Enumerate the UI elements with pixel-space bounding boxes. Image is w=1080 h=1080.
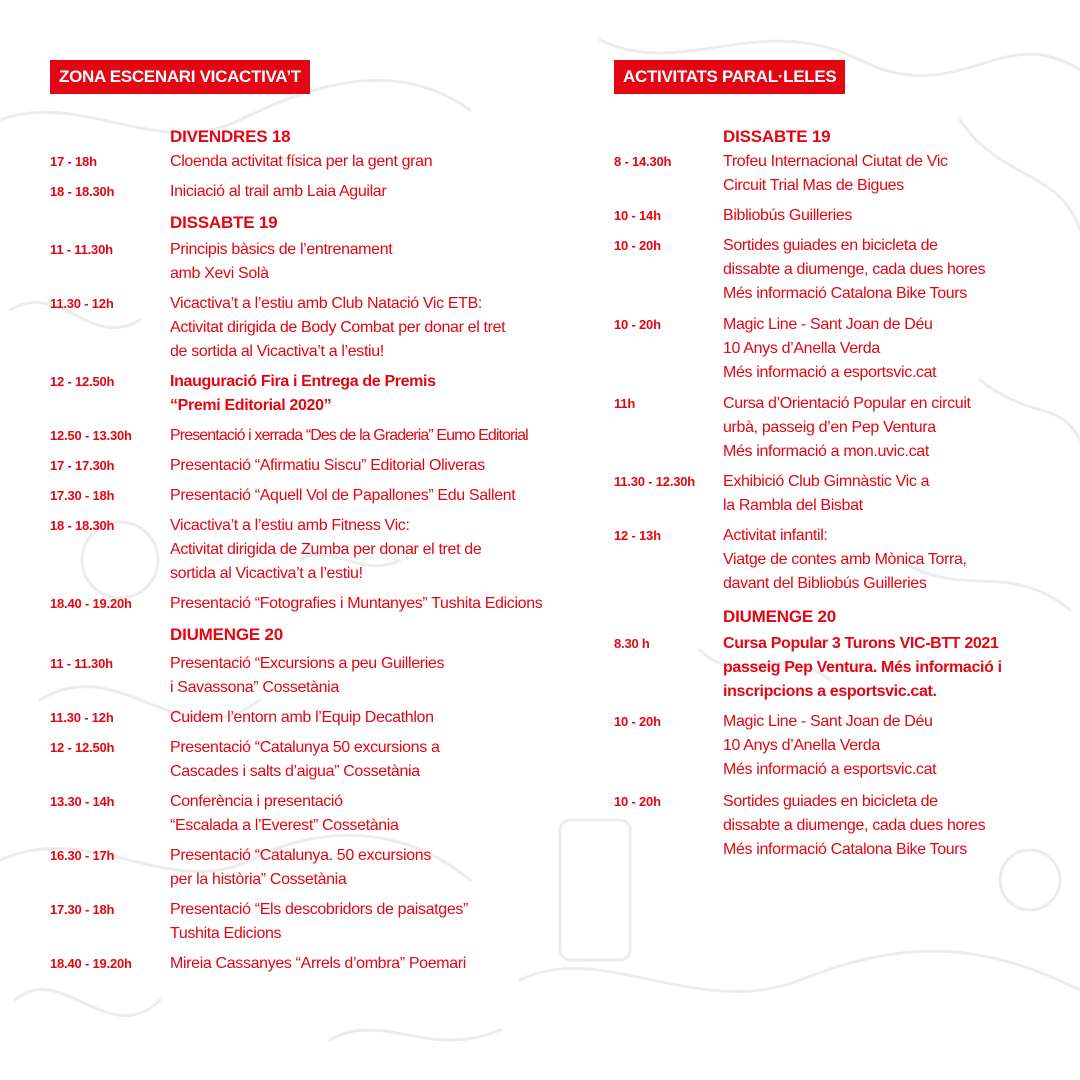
time-label: 12.50 - 13.30h	[50, 428, 132, 443]
schedule-row	[614, 392, 1054, 464]
schedule-row	[50, 424, 570, 448]
event-description: Vicactiva’t a l’estiu amb Fitness Vic: Activitat dirigida de Zumba per donar el tret de sortida al Vicactiva’t a l’estiu!	[170, 517, 482, 582]
time-label: 11h	[614, 396, 636, 411]
event-description: Vicactiva’t a l’estiu amb Club Natació Vic ETB: Activitat dirigida de Body Combat per donar el tret de sortida al Vicactiva’t a l’estiu!	[170, 295, 506, 360]
event-description: Presentació “Els descobridors de paisatges” Tushita Edicions	[170, 901, 468, 942]
time-label: 12 - 13h	[614, 528, 661, 543]
day-heading-friday: DIVENDRES 18	[170, 127, 291, 146]
schedule-row	[50, 706, 570, 730]
event-description: Inauguració Fira i Entrega de Premis “Premi Editorial 2020”	[170, 373, 436, 414]
day-heading-sunday: DIUMENGE 20	[170, 625, 284, 644]
event-description: Sortides guiades en bicicleta de dissabte a diumenge, cada dues hores Més informació Catalona Bike Tours	[723, 237, 986, 302]
event-description: Cursa d’Orientació Popular en circuit urbà, passeig d’en Pep Ventura Més informació a mon.uvic.cat	[723, 395, 971, 460]
schedule-row	[614, 524, 1054, 596]
schedule-row	[50, 844, 570, 892]
schedule-row	[50, 238, 570, 286]
event-description: Presentació “Catalunya 50 excursions a Cascades i salts d’aigua” Cossetània	[170, 739, 440, 780]
event-description: Presentació “Fotografies i Muntanyes” Tushita Edicions	[170, 595, 543, 612]
event-description: Trofeu Internacional Ciutat de Vic Circuit Trial Mas de Bigues	[723, 153, 948, 194]
time-label: 10 - 20h	[614, 238, 661, 253]
time-label: 18 - 18.30h	[50, 518, 115, 533]
event-description: Activitat infantil: Viatge de contes amb Mònica Torra, davant del Bibliobús Guilleries	[723, 527, 967, 592]
time-label: 10 - 20h	[614, 714, 661, 729]
time-label: 16.30 - 17h	[50, 848, 115, 863]
event-description: Exhibició Club Gimnàstic Vic a la Rambla del Bisbat	[723, 473, 930, 514]
event-description: Bibliobús Guilleries	[723, 207, 853, 224]
day-heading-saturday: DISSABTE 19	[723, 127, 831, 146]
event-description: Magic Line - Sant Joan de Déu 10 Anys d’Anella Verda Més informació a esportsvic.cat	[723, 713, 937, 778]
event-description: Magic Line - Sant Joan de Déu 10 Anys d’Anella Verda Més informació a esportsvic.cat	[723, 316, 937, 381]
time-label: 10 - 20h	[614, 317, 661, 332]
schedule-row	[50, 370, 570, 418]
schedule-row	[614, 790, 1054, 862]
time-label: 11.30 - 12.30h	[614, 474, 696, 489]
schedule-row	[50, 292, 570, 364]
time-label: 13.30 - 14h	[50, 794, 115, 809]
day-heading-saturday: DISSABTE 19	[170, 213, 278, 232]
schedule-row	[614, 632, 1054, 704]
time-label: 17.30 - 18h	[50, 902, 115, 917]
event-description: Cuidem l’entorn amb l’Equip Decathlon	[170, 709, 434, 726]
event-description: Cursa Popular 3 Turons VIC-BTT 2021 passeig Pep Ventura. Més informació i inscripcions a esportsvic.cat.	[723, 635, 1002, 700]
event-description: Sortides guiades en bicicleta de dissabte a diumenge, cada dues hores Més informació Catalona Bike Tours	[723, 793, 986, 858]
schedule-row	[50, 454, 570, 478]
event-description: Conferència i presentació “Escalada a l’Everest” Cossetània	[170, 793, 399, 834]
time-label: 17 - 18h	[50, 154, 97, 169]
schedule-row	[50, 180, 570, 204]
schedule-row	[614, 234, 1054, 306]
event-description: Presentació “Excursions a peu Guilleries i Savassona” Cossetània	[170, 655, 445, 696]
section-header-zona-escenari: ZONA ESCENARI VICACTIVA’T	[50, 60, 310, 94]
schedule-row	[614, 313, 1054, 385]
schedule-row	[614, 470, 1054, 518]
event-description: Principis bàsics de l’entrenament amb Xevi Solà	[170, 241, 393, 282]
day-heading-sunday: DIUMENGE 20	[723, 607, 837, 626]
event-description: Presentació “Aquell Vol de Papallones” Edu Sallent	[170, 487, 516, 504]
schedule-row	[50, 790, 570, 838]
time-label: 10 - 20h	[614, 794, 661, 809]
schedule-row	[50, 150, 570, 174]
section-header-activitats-paralleles: ACTIVITATS PARAL·LELES	[614, 60, 845, 94]
time-label: 18.40 - 19.20h	[50, 596, 132, 611]
event-description: Presentació i xerrada “Des de la Graderia” Eumo Editorial	[170, 427, 528, 444]
schedule-row	[50, 898, 570, 946]
event-description: Iniciació al trail amb Laia Aguilar	[170, 183, 387, 200]
event-description: Mireia Cassanyes “Arrels d’ombra” Poemari	[170, 955, 466, 972]
time-label: 8.30 h	[614, 636, 650, 651]
schedule-row	[50, 484, 570, 508]
time-label: 18.40 - 19.20h	[50, 956, 132, 971]
schedule-row	[50, 592, 570, 616]
time-label: 11.30 - 12h	[50, 710, 114, 725]
schedule-row	[50, 514, 570, 586]
time-label: 18 - 18.30h	[50, 184, 115, 199]
time-label: 10 - 14h	[614, 208, 661, 223]
schedule-row	[614, 710, 1054, 782]
time-label: 8 - 14.30h	[614, 154, 672, 169]
right-column	[614, 60, 1054, 862]
time-label: 12 - 12.50h	[50, 740, 115, 755]
time-label: 17 - 17.30h	[50, 458, 115, 473]
time-label: 12 - 12.50h	[50, 374, 115, 389]
time-label: 11.30 - 12h	[50, 296, 114, 311]
event-description: Cloenda activitat física per la gent gran	[170, 153, 433, 170]
time-label: 17.30 - 18h	[50, 488, 115, 503]
schedule-row	[614, 150, 1054, 198]
schedule-row	[50, 952, 570, 976]
time-label: 11 - 11.30h	[50, 242, 113, 257]
schedule-row	[50, 652, 570, 700]
schedule-row	[614, 204, 1054, 228]
left-column	[50, 60, 570, 976]
time-label: 11 - 11.30h	[50, 656, 113, 671]
event-description: Presentació “Catalunya. 50 excursions per la història” Cossetània	[170, 847, 431, 888]
schedule-row	[50, 736, 570, 784]
event-description: Presentació “Afirmatiu Siscu” Editorial Oliveras	[170, 457, 485, 474]
